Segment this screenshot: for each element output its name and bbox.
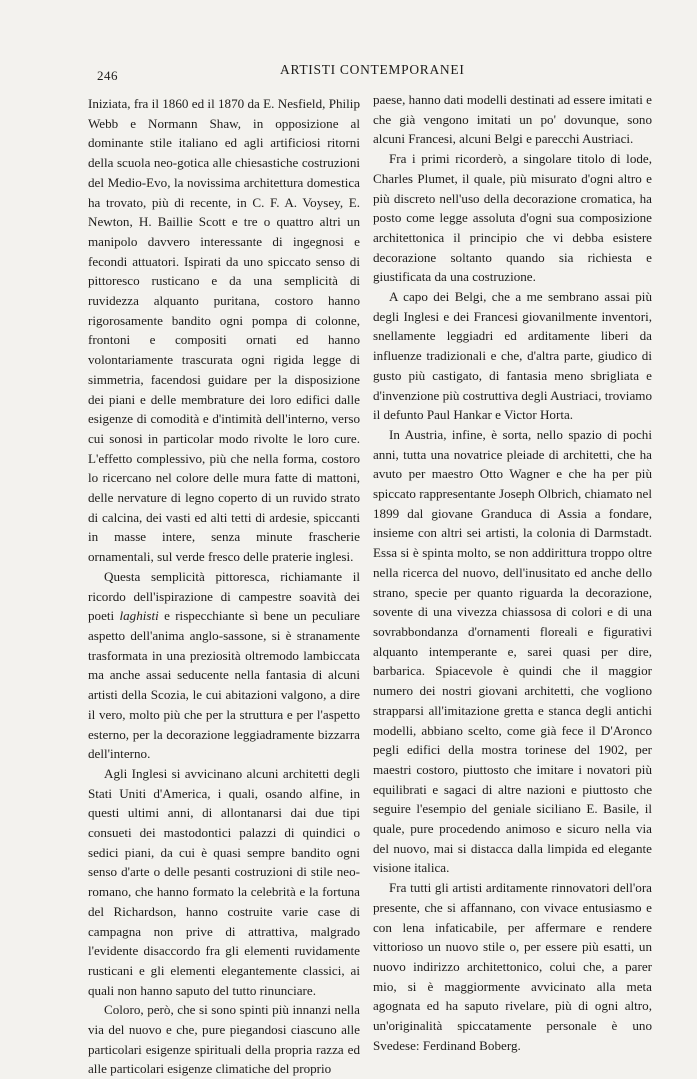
paragraph-text: e rispecchiante sì bene un peculiare aspetto dell'anima anglo-sassone, si è stranamente trasformata in una preziosità oltremodo lambiccata ma anche assai seducente nella fantasia di alcuni artisti della Scozia, le cui abitazioni valgono, a dire il vero, molto più che per la struttura e per l'aspetto esterno, per la decorazione leggiadramente bizzarra dell'interno. xyxy=(88,608,360,762)
paragraph xyxy=(88,567,360,764)
paragraph: Fra i primi ricorderò, a singolare titolo di lode, Charles Plumet, il quale, più misurato d'ogni altro e più discreto nell'uso della decorazione cromatica, ha posto come legge assoluta d'ogni sua composizione architettonica il principio che vi debba esistere decorazione soltanto quando sia richiesta e giustificata da una costruzione. xyxy=(373,151,652,285)
italic-term: laghisti xyxy=(119,608,159,624)
right-text-column xyxy=(373,90,652,1055)
paragraph: paese, hanno dati modelli destinati ad essere imitati e che già vengono imitati un po' dovunque, sono alcuni Francesi, alcuni Belgi e parecchi Austriaci. xyxy=(373,92,652,147)
left-text-column xyxy=(88,94,360,1079)
running-title: ARTISTI CONTEMPORANEI xyxy=(280,62,465,77)
paragraph: In Austria, infine, è sorta, nello spazio di pochi anni, tutta una novatrice pleiade di architetti, che ha avuto per maestro Otto Wagner e che ha per più spiccato rappresentante Joseph Olbrich, chiamato nel 1899 dal giovane Granduca di Assia a fondare, insieme con altri sei artisti, la colonia di Darmstadt. Essa si è spinta molto, se non addirittura troppo oltre nella ricerca del nuovo, dell'inusitato ed anche dello strano, specie per quanto riguarda la decorazione, sovente di una vivezza chiassosa di colori e di una sovrabbondanza d'ornamenti floreali e figurativi alquanto intemperante e, sarei quasi per dire, barbarica. Spiacevole è quindi che il maggior numero dei nostri giovani architetti, che vogliono strapparsi all'imitazione gretta e stanca degli antichi modelli, abbiano scelto, come già fece il D'Aronco pegli edifici della mostra torinese del 1902, per maestri costoro, piuttosto che imitare i novatori più equilibrati e sagaci di altre nazioni e piuttosto che seguire l'esempio del geniale siciliano E. Basile, il quale, pure procedendo animoso e sicuro nella via del nuovo, mai si distacca dalla limpida ed elegante visione italica. xyxy=(373,426,652,876)
paragraph: Coloro, però, che si sono spinti più innanzi nella via del nuovo e che, pure piegandosi ciascuno alle particolari esigenze spirituali della propria razza ed alle particolari esigenze climatiche del proprio xyxy=(88,1002,360,1077)
paragraph: A capo dei Belgi, che a me sembrano assai più degli Inglesi e dei Francesi giovanilmente inventori, snellamente leggiadri ed arditamente liberi da influenze tradizionali e che, d'altra parte, giudico di gusto più castigato, di fantasia meno sbrigliata e d'invenzione più costruttiva degli Austriaci, troviamo il defunto Paul Hankar e Victor Horta. xyxy=(373,289,652,423)
paragraph-text: Questa semplicità pittoresca, richiamante il ricordo dell'ispirazione di campestre soavità dei poeti xyxy=(88,568,360,624)
paragraph: Iniziata, fra il 1860 ed il 1870 da E. Nesfield, Philip Webb e Normann Shaw, in opposizione al dominante stile italiano ed agli artificiosi ritorni della scuola neo-gotica alle chiesastiche costruzioni del Medio-Evo, la novissima architettura domestica ha trovato, più di recente, in C. F. A. Voysey, E. Newton, H. Baillie Scott e tre o quattro altri un manipolo davvero interessante di ingegnosi e fecondi attuatori. Ispirati da uno spiccato senso di pittoresco rusticano e da una semplicità di ruvidezza alquanto puritana, costoro hanno rigorosamente bandito ogni pompa di colonne, frontoni e compositi ornati ed hanno volontariamente trascurata ogni rigida legge di simmetria, facendosi guidare per la disposizione dei piani e delle membrature dei loro edifici dalle esigenze di comodità e d'intimità dell'interno, verso cui sonosi in particolar modo rivolte le loro cure. L'effetto complessivo, più che nella forma, costoro lo ricercano nel colore delle mura fatte di mattoni, delle nervature di legno coperto di un ruvido strato di calcina, dei vasti ed alti tetti di ardesie, spiccanti in masse intere, senza minute frascherie ornamentali, sul verde fresco delle praterie inglesi. xyxy=(88,96,360,565)
page-number: 246 xyxy=(97,68,118,83)
paragraph: Fra tutti gli artisti arditamente rinnovatori dell'ora presente, che si affannano, con vivace entusiasmo e con lena infaticabile, per affermare e rendere vittorioso un nuovo stile o, per essere più esatti, un nuovo indirizzo architettonico, colui che, a parer mio, si è maggiormente avvicinato alla meta agognata ed ha saputo rivelare, più di ogni altro, un'originalità spiccatamente personale è uno Svedese: Ferdinand Boberg. xyxy=(373,880,652,1053)
paragraph: Agli Inglesi si avvicinano alcuni architetti degli Stati Uniti d'America, i quali, osando alfine, in questi ultimi anni, di allontanarsi dai due tipi consueti dei mastodontici palazzi di quindici o sedici piani, da cui è quasi sempre bandito ogni senso d'arte o delle pesanti costruzioni di stile neo-romano, che hanno formato la celebrità e la fortuna del Richardson, hanno costruite varie case di campagna non prive di attrattiva, malgrado l'evidente disaccordo fra gli elementi ruvidamente rusticani e gli elementi elegantemente classici, ai quali non hanno saputo del tutto rinunciare. xyxy=(88,765,360,998)
